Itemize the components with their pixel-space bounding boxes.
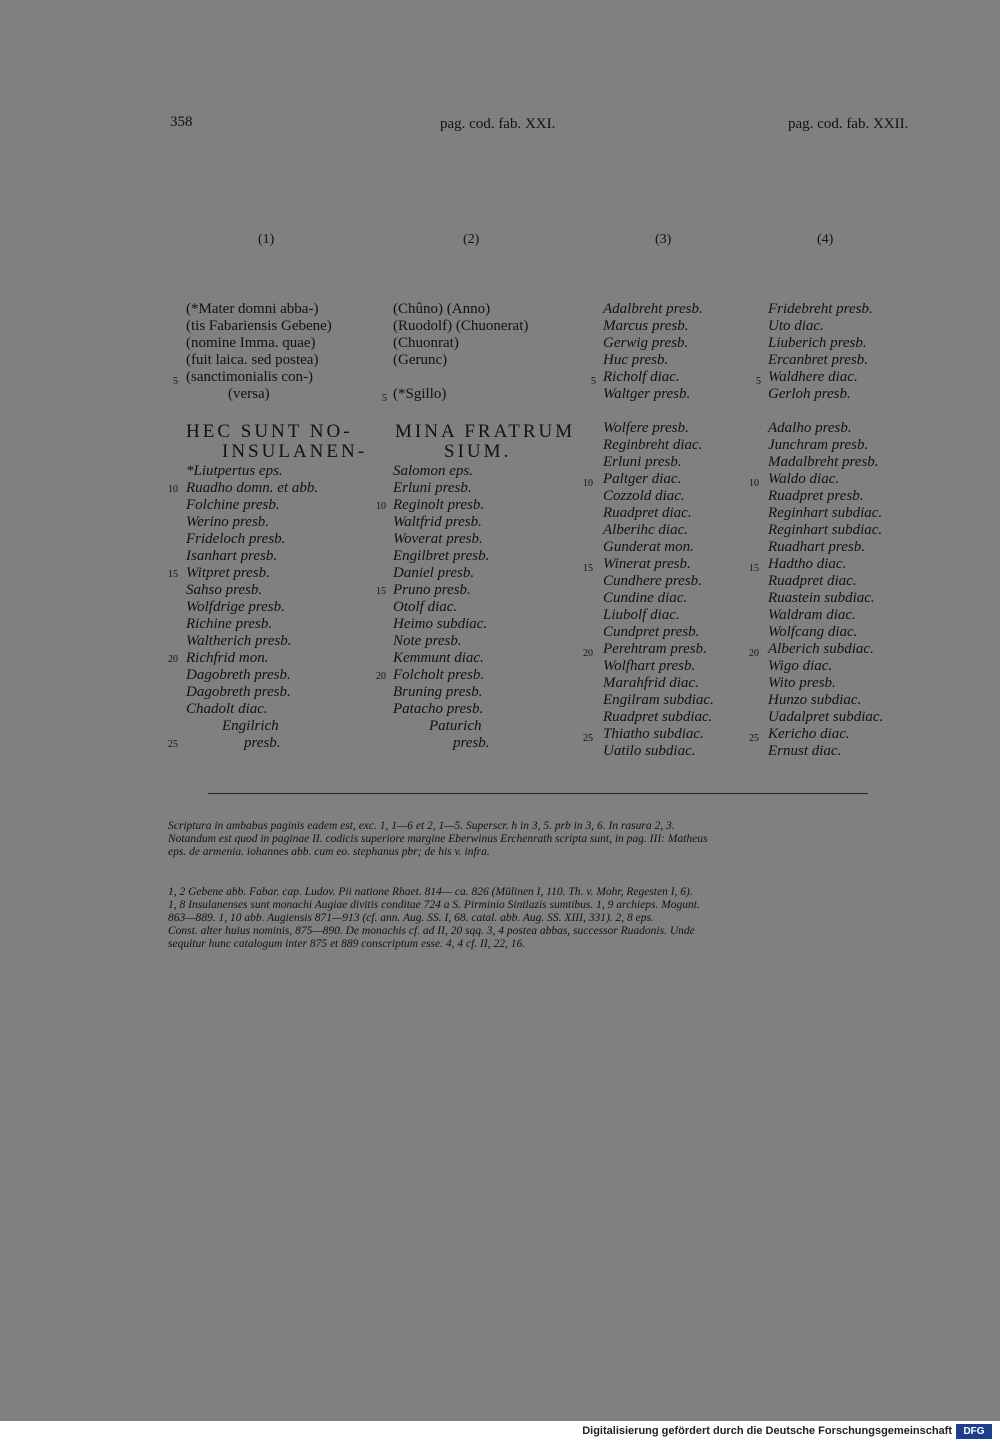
- list-item: Isanhart presb.: [186, 548, 278, 564]
- list-item: Reginhart subdiac.: [768, 522, 883, 538]
- list-item: Werino presb.: [186, 514, 270, 530]
- line-number: 15: [376, 586, 386, 597]
- list-item: Wito presb.: [768, 675, 836, 691]
- list-item: Kericho diac.: [768, 726, 850, 742]
- note-line: 863—889. 1, 10 abb. Augiensis 871—913 (cf. ann. Aug. SS. I, 68. catal. abb. Aug. SS. XIII, 331). 2, 8 eps.: [168, 912, 654, 924]
- list-item: Woverat presb.: [393, 531, 483, 547]
- list-item: Waltfrid presb.: [393, 514, 482, 530]
- header-left-title: pag. cod. fab. XXI.: [440, 116, 556, 132]
- list-item: Junchram presb.: [768, 437, 869, 453]
- list-item: presb.: [453, 735, 490, 751]
- list-item: Dagobreth presb.: [186, 684, 291, 700]
- list-item: Cundpret presb.: [603, 624, 700, 640]
- list-item: Sahso presb.: [186, 582, 263, 598]
- list-item: Richine presb.: [186, 616, 273, 632]
- list-spacer: [603, 403, 714, 420]
- col1-top-line: (fuit laica. sed postea): [186, 352, 319, 368]
- col2-top-entries: [393, 301, 528, 403]
- line-number: 10: [583, 478, 593, 489]
- heading-left-line2: INSULANEN-: [222, 441, 368, 462]
- note-line: Notandum est quod in paginae II. codicis superiore margine Eberwinus Erchenrath scripta sunt, in pag. III: Matheus: [168, 833, 708, 845]
- list-item: presb.: [244, 735, 281, 751]
- note-line: 1, 8 Insulanenses sunt monachi Augiae divitis conditae 724 a S. Pirminio Sintlazis sumtibus. 1, 9 archieps. Mogunt.: [168, 899, 700, 911]
- list-item: Wolfere presb.: [603, 420, 689, 436]
- heading-right-line1: MINA FRATRUM: [395, 421, 576, 442]
- list-item: Gerwig presb.: [603, 335, 689, 351]
- list-item: Alberich subdiac.: [768, 641, 874, 657]
- col2-name-list: [393, 463, 490, 752]
- list-item: Note presb.: [393, 633, 462, 649]
- col2-top-line: (Ruodolf) (Chuonerat): [393, 318, 529, 334]
- list-item: Chadolt diac.: [186, 701, 268, 717]
- col2-top-line: (*Sgillo): [393, 386, 447, 402]
- list-item: Waldo diac.: [768, 471, 840, 487]
- list-item: Engilrich: [222, 718, 279, 734]
- list-spacer: [768, 403, 883, 420]
- list-item: Hunzo subdiac.: [768, 692, 862, 708]
- line-number: 5: [173, 376, 178, 387]
- heading-right-line2: SIUM.: [444, 441, 512, 462]
- col1-top-line: (nomine Imma. quae): [186, 335, 316, 351]
- list-item: Cozzold diac.: [603, 488, 685, 504]
- note-line: eps. de armenia. iohannes abb. cum eo. stephanus pbr; de his v. infra.: [168, 846, 490, 858]
- list-item: Reginhart subdiac.: [768, 505, 883, 521]
- list-item: Huc presb.: [603, 352, 669, 368]
- list-item: Otolf diac.: [393, 599, 458, 615]
- list-item: Ercanbret presb.: [768, 352, 868, 368]
- note-line: sequitur hunc catalogum inter 875 et 889 conscriptum esse. 4, 4 cf. II, 22, 16.: [168, 938, 526, 950]
- column-number-1: (1): [258, 232, 275, 247]
- list-item: Folchine presb.: [186, 497, 280, 513]
- list-item: Dagobreth presb.: [186, 667, 291, 683]
- line-number: 25: [168, 739, 178, 750]
- list-item: Cundine diac.: [603, 590, 688, 606]
- list-item: Uto diac.: [768, 318, 824, 334]
- heading-left-line1: HEC SUNT NO-: [186, 421, 353, 442]
- list-item: Pruno presb.: [393, 582, 471, 598]
- list-item: Winerat presb.: [603, 556, 691, 572]
- list-item: Madalbreht presb.: [768, 454, 879, 470]
- list-item: Ernust diac.: [768, 743, 842, 759]
- col2-top-line: [393, 369, 528, 386]
- list-item: Wolfcang diac.: [768, 624, 858, 640]
- list-item: Gunderat mon.: [603, 539, 694, 555]
- list-item: Waltger presb.: [603, 386, 691, 402]
- note-line: Scriptura in ambabus paginis eadem est, exc. 1, 1—6 et 2, 1—5. Superscr. h in 3, 5. prb in 3, 6. In rasura 2, 3.: [168, 820, 675, 832]
- line-number: 10: [376, 501, 386, 512]
- col1-top-entries: [186, 301, 332, 403]
- line-number: 15: [749, 563, 759, 574]
- col1-top-line: (versa): [228, 386, 270, 402]
- col1-name-list: [186, 463, 318, 752]
- list-item: Daniel presb.: [393, 565, 475, 581]
- col1-top-line: (*Mater domni abba-): [186, 301, 319, 317]
- critical-notes: [168, 820, 707, 859]
- list-item: Perehtram presb.: [603, 641, 707, 657]
- list-item: Marahfrid diac.: [603, 675, 699, 691]
- list-item: Heimo subdiac.: [393, 616, 488, 632]
- list-item: Erluni presb.: [603, 454, 682, 470]
- line-number: 15: [583, 563, 593, 574]
- list-item: Waldhere diac.: [768, 369, 858, 385]
- list-item: Bruning presb.: [393, 684, 483, 700]
- col1-top-line: (tis Fabariensis Gebene): [186, 318, 332, 334]
- list-item: Paltger diac.: [603, 471, 682, 487]
- list-item: *Liutpertus eps.: [186, 463, 283, 479]
- footer-credit-text: Digitalisierung gefördert durch die Deutsche Forschungsgemeinschaft: [582, 1425, 952, 1437]
- col1-top-line: (sanctimonialis con-): [186, 369, 314, 385]
- list-item: Liubolf diac.: [603, 607, 680, 623]
- list-item: Liuberich presb.: [768, 335, 867, 351]
- list-item: Marcus presb.: [603, 318, 689, 334]
- list-item: Ruadpret diac.: [603, 505, 692, 521]
- column-number-4: (4): [817, 232, 834, 247]
- list-item: Engilram subdiac.: [603, 692, 714, 708]
- list-item: Wigo diac.: [768, 658, 833, 674]
- list-item: Patacho presb.: [393, 701, 484, 717]
- line-number: 10: [168, 484, 178, 495]
- list-item: Paturich: [429, 718, 482, 734]
- list-item: Richfrid mon.: [186, 650, 269, 666]
- line-number: 20: [376, 671, 386, 682]
- header-right-title: pag. cod. fab. XXII.: [788, 116, 909, 132]
- note-line: 1, 2 Gebene abb. Fabar. cap. Ludov. Pii natione Rhaet. 814— ca. 826 (Mülinen I, 110. Th. v. Mohr, Regesten I, 6).: [168, 886, 693, 898]
- list-item: Ruadhart presb.: [768, 539, 865, 555]
- col2-top-line: (Chuonrat): [393, 335, 459, 351]
- col2-top-line: (Chûno) (Anno): [393, 301, 491, 317]
- list-item: Erluni presb.: [393, 480, 472, 496]
- line-number: 10: [749, 478, 759, 489]
- line-number: 20: [168, 654, 178, 665]
- list-item: Fridebreht presb.: [768, 301, 873, 317]
- line-number: 5: [382, 393, 387, 404]
- list-item: Cundhere presb.: [603, 573, 702, 589]
- line-number: 25: [583, 733, 593, 744]
- list-item: Ruadpret presb.: [768, 488, 864, 504]
- list-item: Reginbreht diac.: [603, 437, 703, 453]
- list-item: Ruadho domn. et abb.: [186, 480, 319, 496]
- list-item: Gerloh presb.: [768, 386, 851, 402]
- list-item: Witpret presb.: [186, 565, 270, 581]
- list-item: Adalho presb.: [768, 420, 852, 436]
- digitization-footer: [0, 1421, 1000, 1443]
- col3-name-list: [603, 301, 714, 760]
- list-item: Wolfhart presb.: [603, 658, 696, 674]
- list-item: Waldram diac.: [768, 607, 856, 623]
- list-item: Hadtho diac.: [768, 556, 847, 572]
- list-item: Engilbret presb.: [393, 548, 490, 564]
- line-number: 20: [583, 648, 593, 659]
- list-item: Uadalpret subdiac.: [768, 709, 884, 725]
- line-number: 20: [749, 648, 759, 659]
- column-number-3: (3): [655, 232, 672, 247]
- page-number: 358: [170, 114, 193, 130]
- dfg-logo-icon: DFG: [956, 1424, 992, 1439]
- list-item: Wolfdrige presb.: [186, 599, 285, 615]
- list-item: Alberihc diac.: [603, 522, 688, 538]
- line-number: 5: [756, 376, 761, 387]
- list-item: Uatilo subdiac.: [603, 743, 696, 759]
- list-item: Frideloch presb.: [186, 531, 286, 547]
- list-item: Adalbreht presb.: [603, 301, 703, 317]
- list-item: Ruadpret subdiac.: [603, 709, 713, 725]
- commentary-notes: [168, 886, 700, 951]
- line-number: 5: [591, 376, 596, 387]
- note-line: Const. alter huius nominis, 875—890. De monachis cf. ad II, 20 sqq. 3, 4 postea abbas, successor Ruadonis. Unde: [168, 925, 695, 937]
- list-item: Thiatho subdiac.: [603, 726, 704, 742]
- line-number: 25: [749, 733, 759, 744]
- column-number-2: (2): [463, 232, 480, 247]
- list-item: Waltherich presb.: [186, 633, 292, 649]
- line-number: 15: [168, 569, 178, 580]
- list-item: Folcholt presb.: [393, 667, 485, 683]
- list-item: Reginolt presb.: [393, 497, 485, 513]
- footnote-divider: [208, 793, 868, 794]
- list-item: Ruastein subdiac.: [768, 590, 875, 606]
- list-item: Salomon eps.: [393, 463, 473, 479]
- list-item: Kemmunt diac.: [393, 650, 484, 666]
- col4-name-list: [768, 301, 883, 760]
- list-item: Richolf diac.: [603, 369, 680, 385]
- col2-top-line: (Gerunc): [393, 352, 448, 368]
- list-item: Ruadpret diac.: [768, 573, 857, 589]
